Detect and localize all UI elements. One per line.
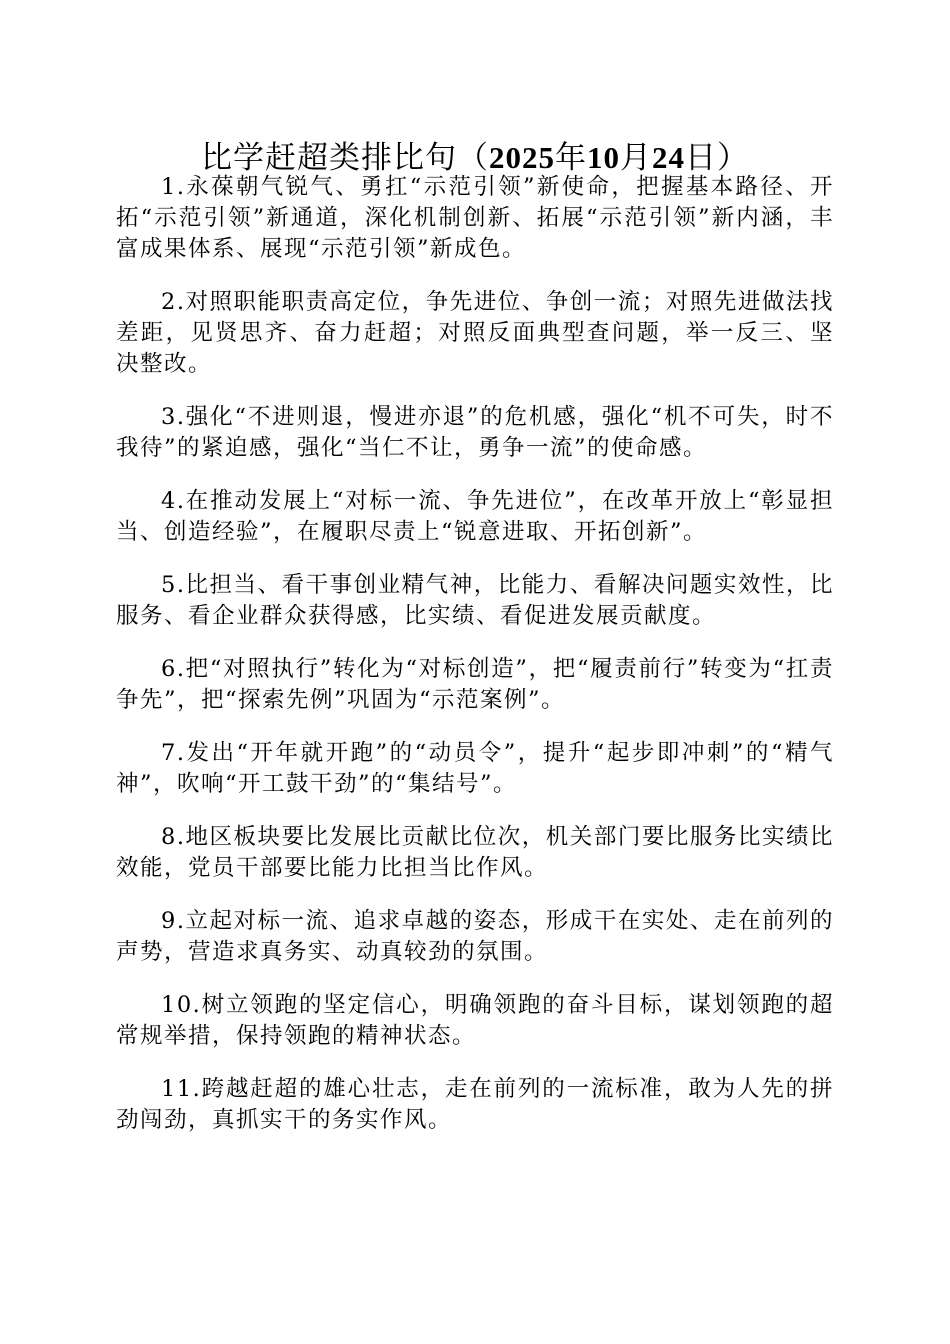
- title-month-unit: 月: [620, 139, 652, 176]
- paragraph-6: 6.把“对照执行”转化为“对标创造”，把“履责前行”转变为“扛责争先”，把“探索先例”巩固为“示范案例”。: [116, 656, 834, 713]
- paragraph-1: 1.永葆朝气锐气、勇扛“示范引领”新使命，把握基本路径、开拓“示范引领”新通道，深化机制创新、拓展“示范引领”新内涵，丰富成果体系、展现“示范引领”新成色。: [116, 174, 834, 262]
- title-year: 2025: [489, 139, 555, 175]
- document-body: [116, 172, 834, 1158]
- paragraph-2: 2.对照职能职责高定位，争先进位、争创一流；对照先进做法找差距，见贤思齐、奋力赶超；对照反面典型查问题，举一反三、坚决整改。: [116, 289, 834, 377]
- title-year-unit: 年: [555, 139, 587, 176]
- paragraph-10: 10.树立领跑的坚定信心，明确领跑的奋斗目标，谋划领跑的超常规举措，保持领跑的精神状态。: [116, 992, 834, 1049]
- paragraph-4: 4.在推动发展上“对标一流、争先进位”，在改革开放上“彰显担当、创造经验”，在履职尽责上“锐意进取、开拓创新”。: [116, 488, 834, 545]
- paragraph-9: 9.立起对标一流、追求卓越的姿态，形成干在实处、走在前列的声势，营造求真务实、动真较劲的氛围。: [116, 908, 834, 965]
- paragraph-8: 8.地区板块要比发展比贡献比位次，机关部门要比服务比实绩比效能，党员干部要比能力比担当比作风。: [116, 824, 834, 881]
- title-day-unit: 日）: [685, 139, 749, 176]
- title-day: 24: [652, 139, 685, 175]
- paragraph-7: 7.发出“开年就开跑”的“动员令”，提升“起步即冲刺”的“精气神”，吹响“开工鼓干劲”的“集结号”。: [116, 740, 834, 797]
- paragraph-5: 5.比担当、看干事创业精气神，比能力、看解决问题实效性，比服务、看企业群众获得感，比实绩、看促进发展贡献度。: [116, 572, 834, 629]
- title-text: 比学赶超类排比句（: [201, 139, 489, 176]
- paragraph-11: 11.跨越赶超的雄心壮志，走在前列的一流标准，敢为人先的拼劲闯劲，真抓实干的务实作风。: [116, 1076, 834, 1133]
- paragraph-3: 3.强化“不进则退，慢进亦退”的危机感，强化“机不可失，时不我待”的紧迫感，强化“当仁不让，勇争一流”的使命感。: [116, 404, 834, 461]
- title-month: 10: [587, 139, 620, 175]
